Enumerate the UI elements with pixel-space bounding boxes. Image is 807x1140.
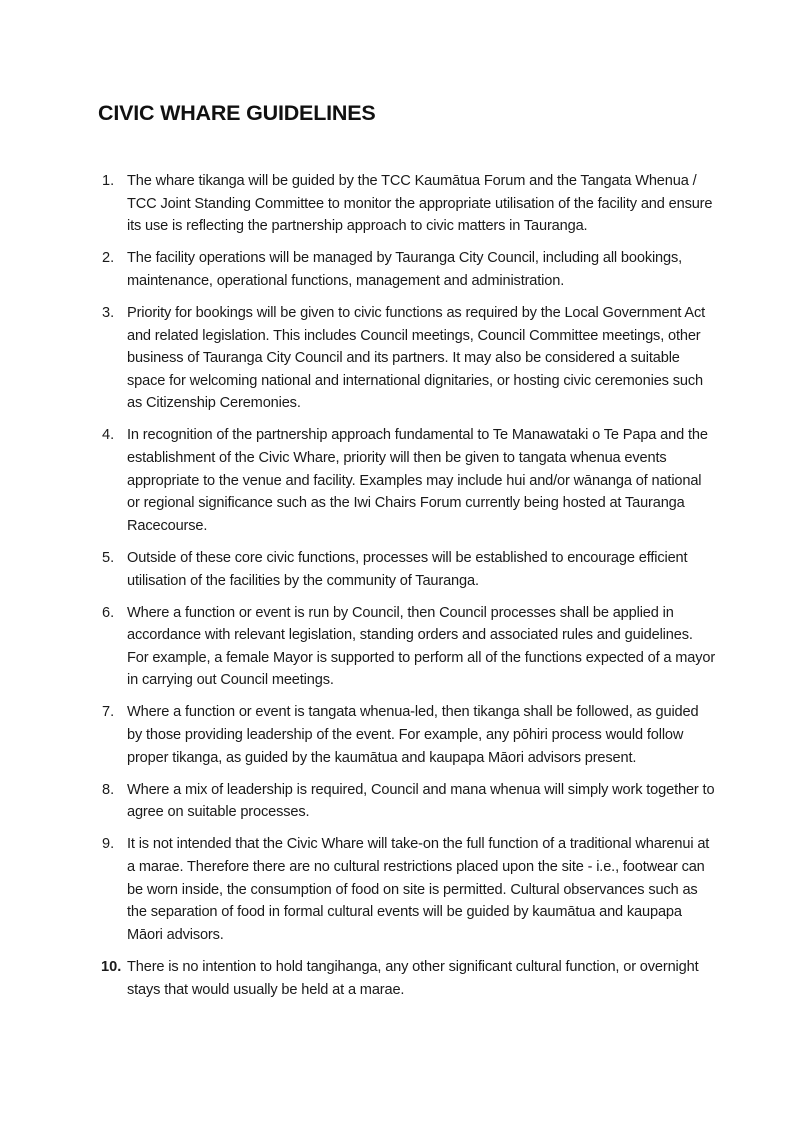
item-text: Priority for bookings will be given to civic functions as required by the Local Government Act and related legislation. This includes Council meetings, Council Committee meetings, other business of Tauranga City Council and its partners. It may also be considered a suitable space for welcoming national and international dignitaries, or hosting civic ceremonies such as Citizenship Ceremonies. — [127, 304, 706, 412]
item-text: In recognition of the partnership approach fundamental to Te Manawataki o Te Papa and the establishment of the Civic Whare, priority will then be given to tangata whenua events appropriate to the venue and facility. Examples may include hui and/or wānanga of national or regional significance such as the Iwi Chairs Forum currently being hosted at Tauranga Racecourse. — [127, 427, 708, 534]
item-number: 3. — [102, 304, 115, 321]
list-item — [0, 701, 807, 769]
list-item — [0, 602, 807, 692]
list-item — [0, 547, 807, 592]
item-number: 5. — [102, 549, 115, 566]
guidelines-list — [0, 170, 807, 1011]
list-item — [0, 833, 807, 946]
list-item — [0, 424, 807, 537]
list-item — [0, 247, 807, 292]
item-text: It is not intended that the Civic Whare will take-on the full function of a traditional wharenui at a marae. Therefore there are no cultural restrictions placed upon the site - i.e., footwear can be worn inside, the consumption of food on site is permitted. Cultural observances such as the separation of food in formal cultural events will be guided by kaumātua and kaupapa Māori advisors. — [127, 836, 710, 943]
item-text: The whare tikanga will be guided by the TCC Kaumātua Forum and the Tangata Whenua / TCC Joint Standing Committee to monitor the appropriate utilisation of the facility and ensure its use is reflecting the partnership approach to civic matters in Tauranga. — [127, 173, 713, 235]
item-number: 7. — [102, 704, 115, 721]
page-title: CIVIC WHARE GUIDELINES — [98, 101, 376, 125]
item-number: 2. — [102, 250, 115, 267]
item-number: 6. — [102, 604, 115, 621]
item-number: 1. — [102, 173, 115, 189]
item-text: There is no intention to hold tangihanga, any other significant cultural function, or overnight stays that would usually be held at a marae. — [127, 958, 699, 998]
item-text: Where a function or event is tangata whenua-led, then tikanga shall be followed, as guided by those providing leadership of the event. For example, any pōhiri process would follow proper tikanga, as guided by the kaumātua and kaupapa Māori advisors present. — [127, 704, 699, 766]
item-text: The facility operations will be managed by Tauranga City Council, including all bookings, maintenance, operational functions, management and administration. — [127, 250, 683, 289]
list-item — [0, 170, 807, 238]
item-number: 10. — [101, 958, 122, 975]
list-item — [0, 302, 807, 415]
list-item — [0, 956, 807, 1001]
item-text: Where a function or event is run by Council, then Council processes shall be applied in accordance with relevant legislation, standing orders and associated rules and guidelines. For example, a female Mayor is supported to perform all of the functions expected of a mayor in carrying out Council meetings. — [127, 604, 716, 689]
list-item — [0, 779, 807, 824]
item-text: Where a mix of leadership is required, Council and mana whenua will simply work together to agree on suitable processes. — [127, 781, 715, 821]
item-number: 9. — [102, 836, 115, 853]
item-number: 8. — [102, 781, 115, 798]
item-number: 4. — [102, 427, 115, 444]
item-text: Outside of these core civic functions, processes will be established to encourage efficient utilisation of the facilities by the community of Tauranga. — [127, 549, 688, 589]
